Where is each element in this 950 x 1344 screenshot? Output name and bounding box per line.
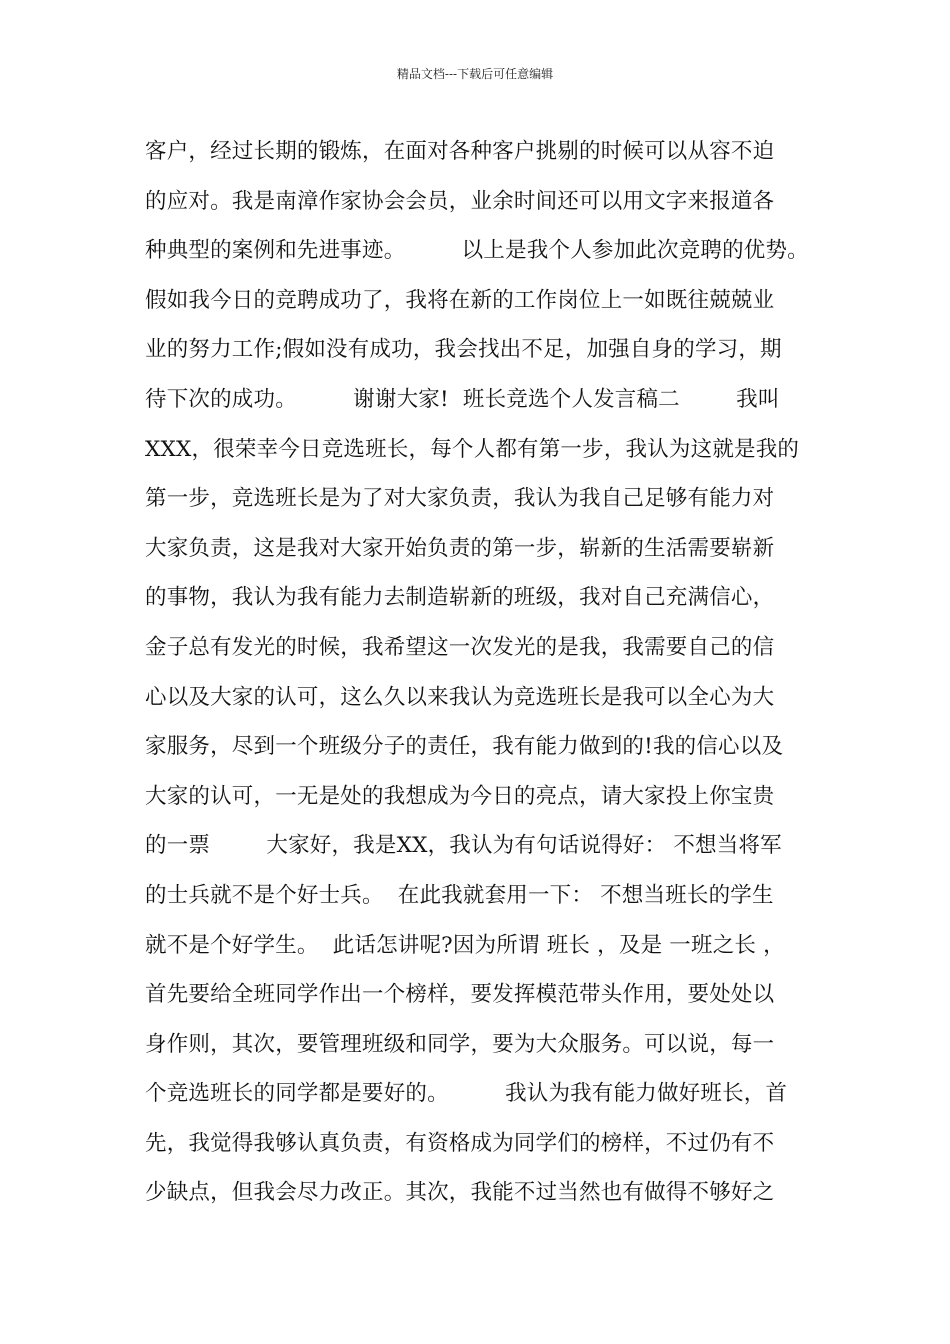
text-line: 大家的认可，一无是处的我想成为今日的亮点，请大家投上你宝贵: [145, 783, 775, 809]
text-line: 心以及大家的认可，这么久以来我认为竞选班长是我可以全心为大: [145, 684, 775, 710]
text-line: 大家负责，这是我对大家开始负责的第一步，崭新的生活需要崭新: [145, 535, 775, 561]
text-line: 客户，经过长期的锻炼，在面对各种客户挑剔的时候可以从容不迫: [145, 139, 775, 164]
text-line: 首先要给全班同学作出一个榜样，要发挥模范带头作用，要处处以: [145, 982, 775, 1008]
text-line: 家服务，尽到一个班级分子的责任，我有能力做到的!我的信心以及: [145, 734, 784, 760]
text-line: 业的努力工作;假如没有成功，我会找出不足，加强自身的学习，期: [145, 337, 782, 363]
text-line: 假如我今日的竞聘成功了，我将在新的工作岗位上一如既往兢兢业: [145, 287, 775, 313]
text-line: 种典型的案例和先进事迹。 以上是我个人参加此次竞聘的优势。: [145, 238, 809, 264]
text-line: 的一票 大家好，我是XX，我认为有句话说得好： 不想当将军: [145, 833, 782, 859]
text-line: 身作则，其次，要管理班级和同学，要为大众服务。可以说，每一: [145, 1031, 775, 1057]
text-line: 的应对。我是南漳作家协会会员，业余时间还可以用文字来报道各: [145, 188, 775, 214]
document-body: [145, 130, 845, 1221]
text-line: 金子总有发光的时候，我希望这一次发光的是我，我需要自己的信: [145, 634, 775, 660]
text-line: 的士兵就不是个好士兵。 在此我就套用一下： 不想当班长的学生: [145, 882, 774, 908]
page-header: 精品文档---下载后可任意编辑: [396, 67, 554, 81]
text-line: 少缺点，但我会尽力改正。其次，我能不过当然也有做得不够好之: [145, 1180, 775, 1206]
text-line: 个竞选班长的同学都是要好的。 我认为我有能力做好班长，首: [145, 1081, 788, 1107]
text-line: XXX，很荣幸今日竞选班长，每个人都有第一步，我认为这就是我的: [145, 436, 800, 462]
text-line: 待下次的成功。 谢谢大家! 班长竞选个人发言稿二 我叫: [145, 386, 780, 412]
text-line: 的事物，我认为我有能力去制造崭新的班级，我对自己充满信心，: [145, 585, 775, 611]
text-line: 就不是个好学生。 此话怎讲呢?因为所谓 班长 ，及是 一班之长 ，: [145, 932, 785, 958]
text-line: 第一步，竞选班长是为了对大家负责，我认为我自己足够有能力对: [145, 486, 775, 512]
text-line: 先，我觉得我够认真负责，有资格成为同学们的榜样，不过仍有不: [145, 1130, 775, 1156]
